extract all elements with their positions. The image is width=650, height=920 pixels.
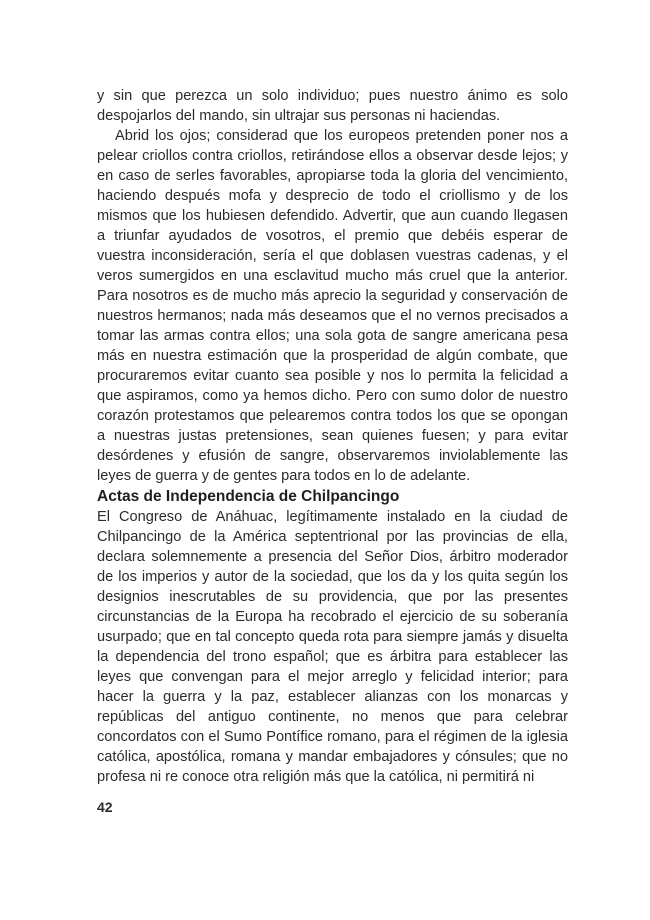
body-text-actas [97,507,568,787]
paragraph-continuation: y sin que perezca un solo individuo; pues nuestro ánimo es solo despojarlos del mando, sin ultrajar sus personas ni haciendas. [97,88,568,124]
section-title: Actas de Independencia de Chilpancingo [97,488,400,505]
page-number: 42 [97,799,113,815]
paragraph-abrid-los-ojos: Abrid los ojos; considerad que los europeos pretenden poner nos a pelear criollos contra criollos, retirándose ellos a observar desde lejos; y en caso de serles favorables, apropiarse toda la gloria del vencimiento, haciendo después mofa y desprecio de todo el criollismo y de los mismos que los hubiesen defendido. Advertir, que aun cuando llegasen a triunfar ayudados de vosotros, el premio que debéis esperar de vuestra inconsideración, sería el que doblasen vuestras cadenas, y el veros sumergidos en una esclavitud mucho más cruel que la anterior. Para nosotros es de mucho más aprecio la seguridad y conservación de nuestros hermanos; nada más deseamos que el no vernos precisados a tomar las armas contra ellos; una sola gota de sangre americana pesa más en nuestra estimación que la prosperidad de algún combate, que procuraremos evitar cuanto sea posible y nos lo permita la felicidad a que aspiramos, como ya hemos dicho. Pero con sumo dolor de nuestro corazón protestamos que pelearemos contra todos los que se opongan a nuestras justas pretensiones, sean quienes fuesen; y para evitar desórdenes y efusión de sangre, observaremos inviolablemente las leyes de guerra y de gentes para todos en lo de adelante. [97,128,568,484]
body-text-top [97,86,568,486]
paragraph-congreso-anahuac: El Congreso de Anáhuac, legítimamente instalado en la ciudad de Chilpancingo de la América septentrional por las provincias de ella, declara solemnemente a presencia del Señor Dios, árbitro moderador de los imperios y autor de la sociedad, que los da y los quita según los designios inescrutables de su providencia, que por las presentes circunstancias de la Europa ha recobrado el ejercicio de su soberanía usurpado; que en tal concepto queda rota para siempre jamás y disuelta la dependencia del trono español; que es árbitra para establecer las leyes que convengan para el mejor arreglo y felicidad interior; para hacer la guerra y la paz, establecer alianzas con los monarcas y repúblicas del antiguo continente, no menos que para celebrar concordatos con el Sumo Pontífice romano, para el régimen de la iglesia católica, apostólica, romana y mandar embajadores y cónsules; que no profesa ni re conoce otra religión más que la católica, ni permitirá ni [97,509,568,785]
